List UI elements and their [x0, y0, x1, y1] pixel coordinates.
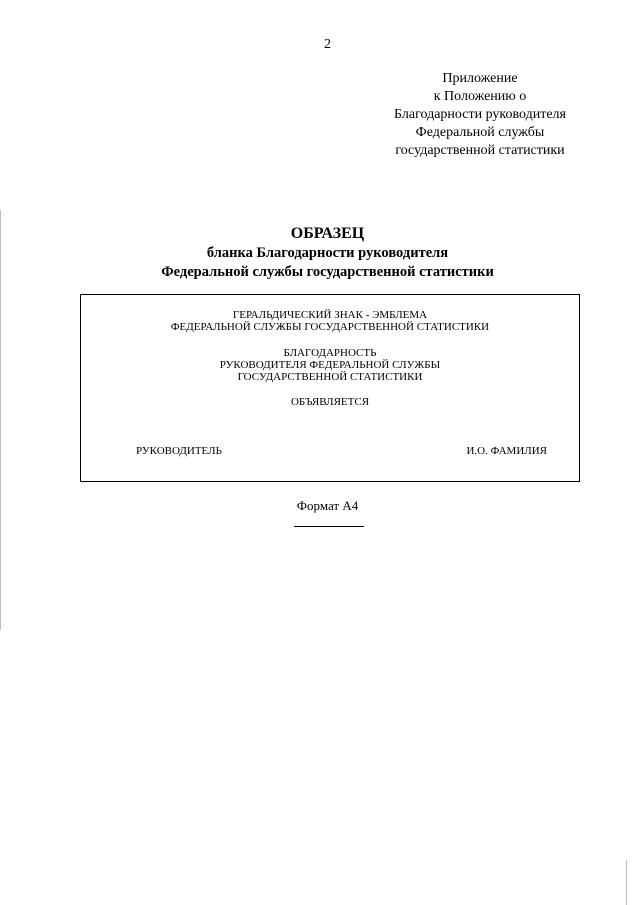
- title-main: ОБРАЗЕЦ: [290, 225, 365, 242]
- format-label: Формат А4: [296, 498, 359, 513]
- emblem-line: ГЕРАЛЬДИЧЕСКИЙ ЗНАК - ЭМБЛЕМА: [232, 309, 428, 321]
- format-underline: [294, 526, 364, 527]
- appendix-line: Приложение: [442, 71, 518, 86]
- signer-title: РУКОВОДИТЕЛЬ: [136, 445, 222, 457]
- gratitude-line: ГОСУДАРСТВЕННОЙ СТАТИСТИКИ: [237, 371, 423, 383]
- emblem-line: ФЕДЕРАЛЬНОЙ СЛУЖБЫ ГОСУДАРСТВЕННОЙ СТАТИСТИКИ: [170, 321, 490, 333]
- gratitude-line: РУКОВОДИТЕЛЯ ФЕДЕРАЛЬНОЙ СЛУЖБЫ: [219, 359, 441, 371]
- appendix-line: к Положению о: [433, 89, 527, 104]
- appendix-line: Благодарности руководителя: [394, 107, 566, 122]
- signer-name: И.О. ФАМИЛИЯ: [466, 445, 547, 457]
- appendix-line: Федеральной службы: [415, 125, 545, 140]
- appendix-line: государственной статистики: [395, 143, 565, 158]
- appendix-note: [360, 70, 600, 160]
- title-subline: Федеральной службы государственной статистики: [161, 264, 494, 280]
- scan-edge-mark: [0, 210, 1, 630]
- sample-form-frame: [80, 294, 580, 482]
- page-number: 2: [324, 37, 331, 52]
- scan-edge-mark: [626, 860, 627, 905]
- title-subline: бланка Благодарности руководителя: [206, 245, 449, 261]
- document-title: [0, 224, 640, 282]
- announced-text: ОБЪЯВЛЯЕТСЯ: [290, 396, 370, 408]
- gratitude-line: БЛАГОДАРНОСТЬ: [283, 347, 377, 359]
